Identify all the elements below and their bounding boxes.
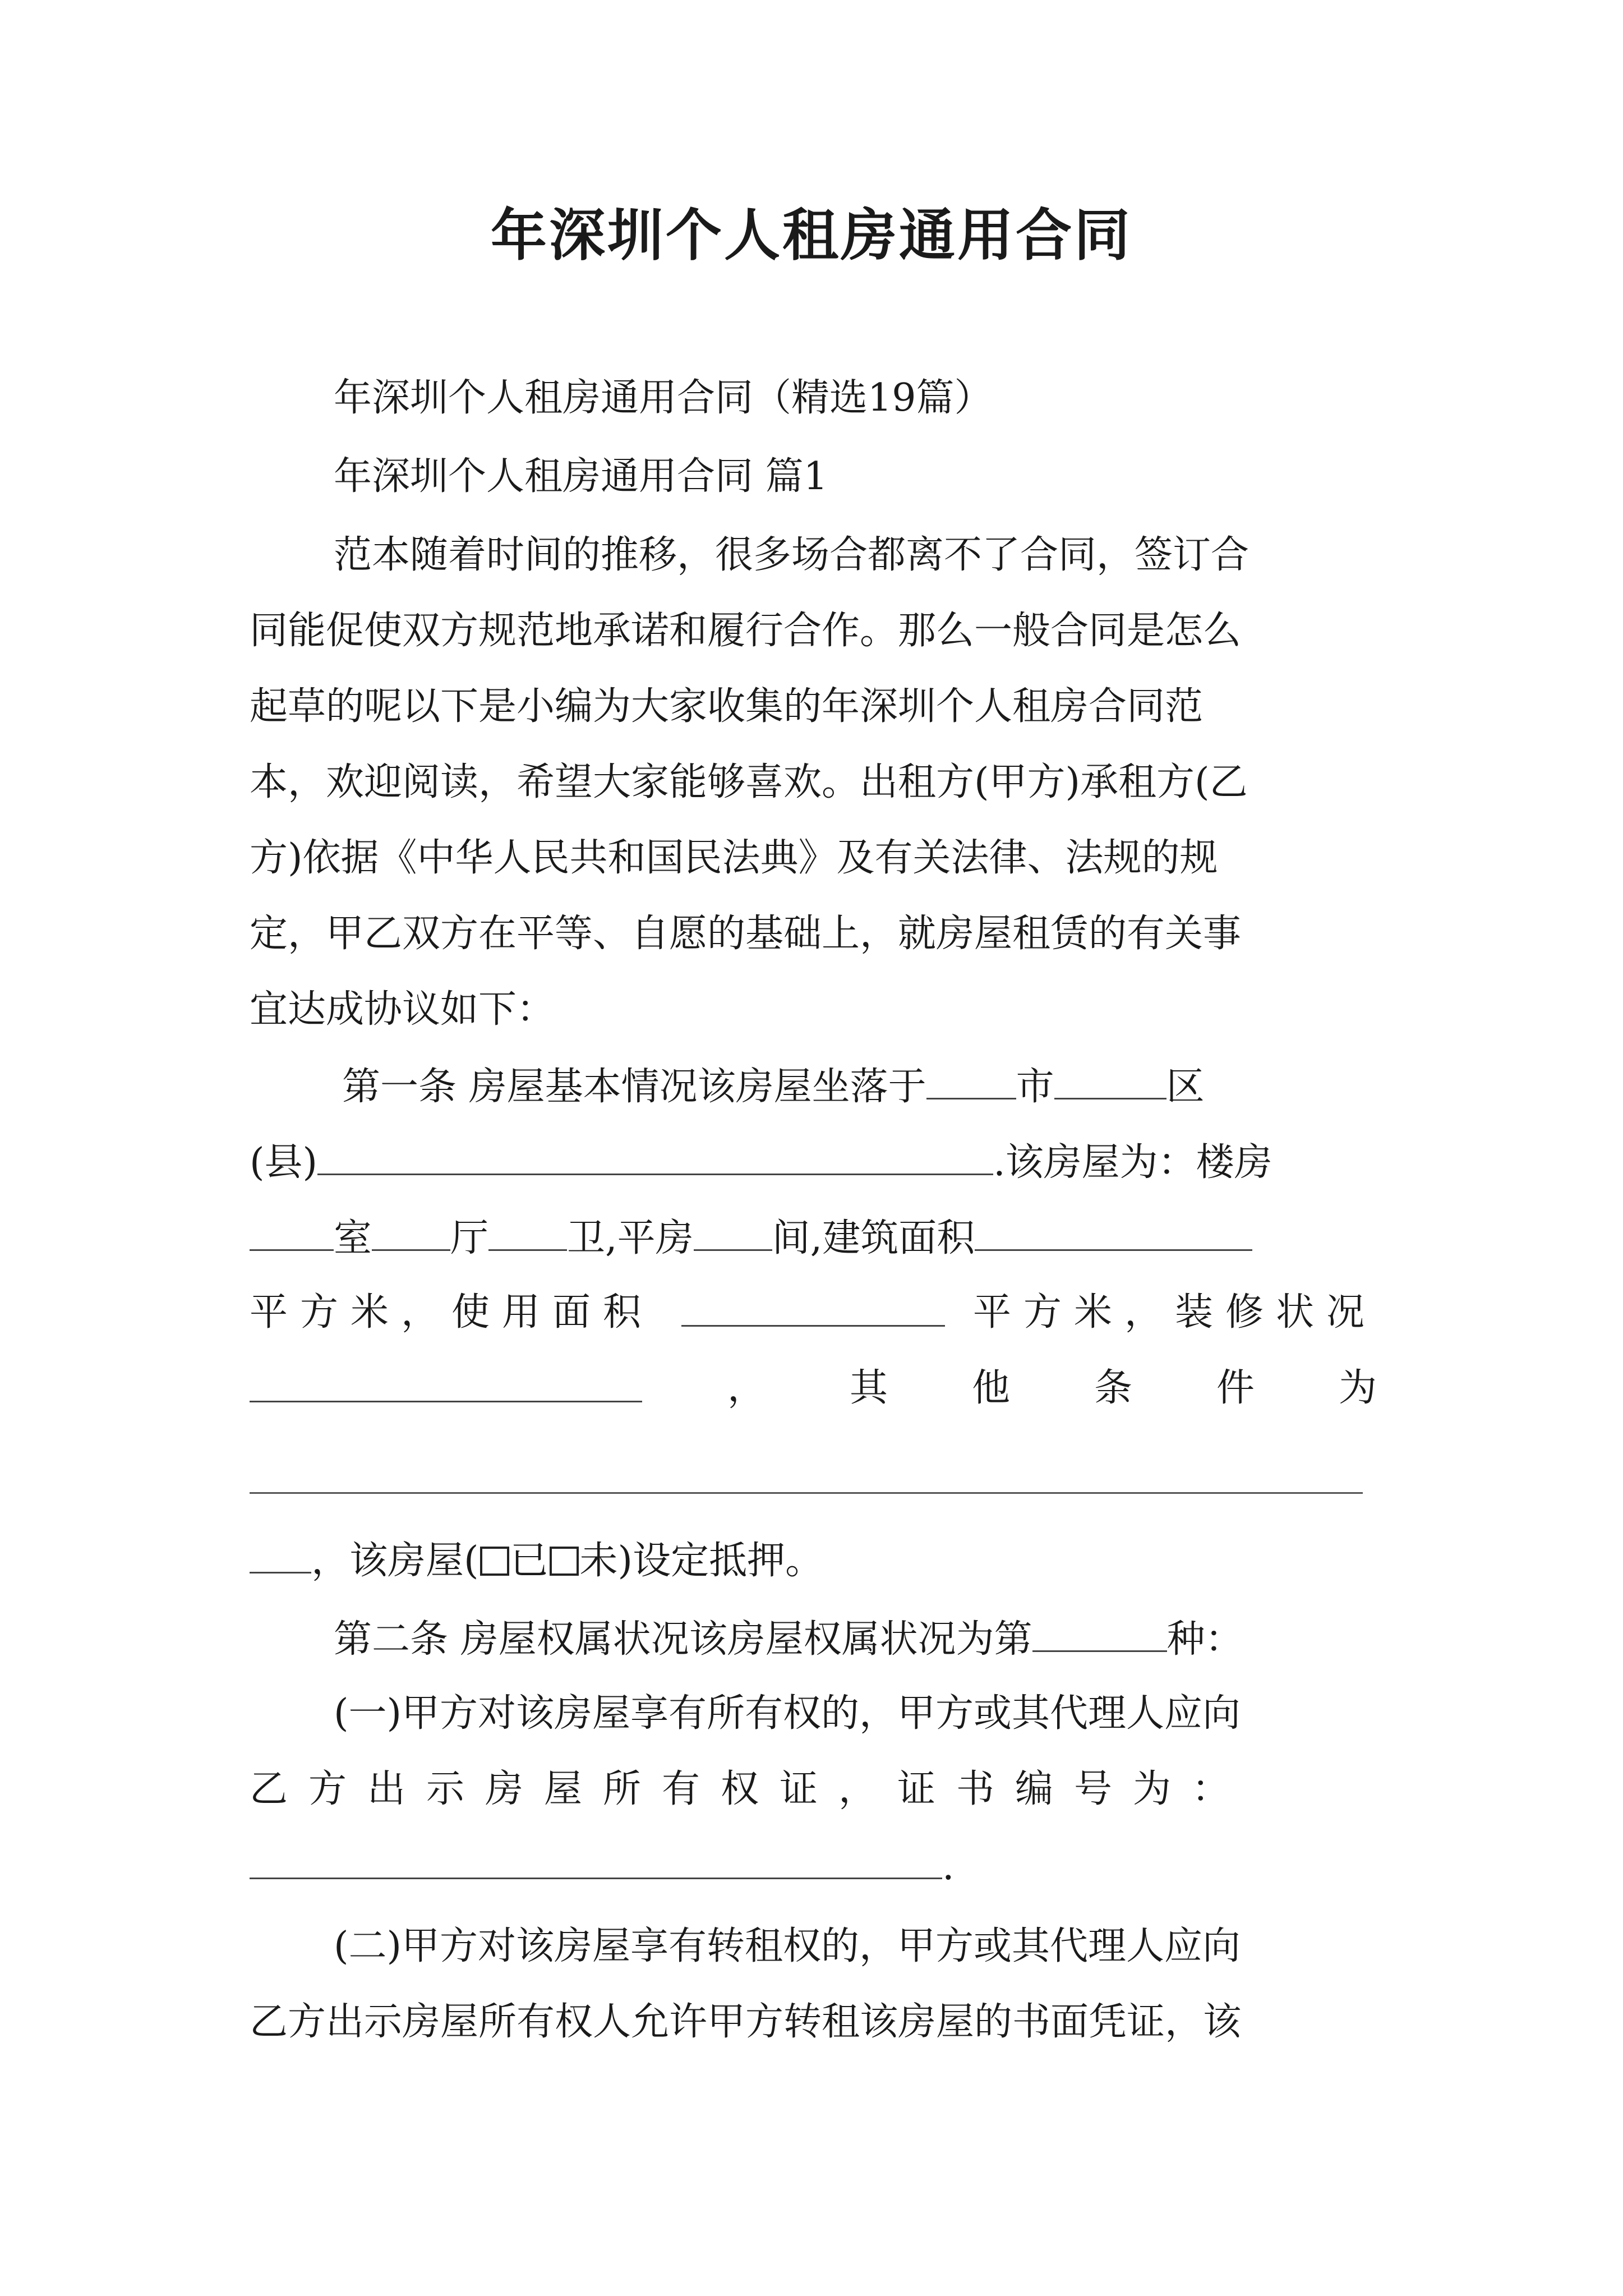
bath-label: 卫,平房 — [567, 1216, 694, 1260]
usable-area-blank — [681, 1285, 945, 1327]
other-conditions-blank-end — [250, 1531, 311, 1573]
article2-p1-line-1: (一)甲方对该房屋享有所有权的，甲方或其代理人应向 — [334, 1691, 1241, 1736]
bungalow-blank — [694, 1209, 772, 1251]
article1-line-2 — [250, 1133, 1377, 1189]
certificate-number-blank — [250, 1837, 942, 1879]
mortgaged-yes-label: 已 — [510, 1539, 548, 1583]
other-conditions-blank — [250, 1492, 1363, 1494]
room-blank — [250, 1209, 334, 1251]
article1-line-4 — [250, 1285, 1377, 1341]
ownership-type-suffix: 种： — [1166, 1617, 1243, 1662]
article1-line-1 — [250, 1057, 1377, 1114]
city-blank — [926, 1057, 1016, 1099]
city-label: 市 — [1016, 1065, 1054, 1109]
house-type-label: .该房屋为：楼房 — [993, 1140, 1272, 1185]
building-area-label: 间,建筑面积 — [772, 1216, 975, 1260]
article2-heading-line — [250, 1610, 1377, 1666]
intro-line-3: 起草的呢以下是小编为大家收集的年深圳个人租房合同范 — [250, 684, 1204, 729]
ownership-type-blank — [1032, 1610, 1167, 1652]
district-blank — [1054, 1057, 1166, 1099]
article2-p2-line-1: (二)甲方对该房屋享有转租权的，甲方或其代理人应向 — [334, 1924, 1241, 1968]
mortgaged-yes-checkbox[interactable] — [480, 1547, 509, 1576]
mortgaged-no-checkbox[interactable] — [550, 1547, 579, 1576]
intro-line-2: 同能促使双方规范地承诺和履行合作。那么一般合同是怎么 — [250, 609, 1242, 653]
room-label: 室 — [334, 1216, 372, 1260]
intro-line-4: 本，欢迎阅读，希望大家能够喜欢。出租方(甲方)承租方(乙 — [250, 760, 1248, 804]
decoration-blank — [250, 1360, 642, 1402]
mortgage-label: ，该房屋( — [311, 1539, 479, 1583]
hall-blank — [372, 1209, 450, 1251]
intro-line-7: 宜达成协议如下： — [250, 987, 555, 1032]
certificate-period: . — [942, 1844, 955, 1889]
mortgaged-no-label: 未)设定抵押。 — [579, 1539, 824, 1583]
bath-blank — [488, 1209, 567, 1251]
intro-line-5: 方)依据《中华人民共和国民法典》及有关法律、法规的规 — [250, 836, 1218, 880]
article1-line-6 — [250, 1531, 1377, 1588]
article1-location-text: 第一条 房屋基本情况该房屋坐落于 — [342, 1065, 926, 1109]
article2-p2-line-2: 乙方出示房屋所有权人允许甲方转租该房屋的书面凭证，该 — [250, 2000, 1242, 2044]
document-title: 年深圳个人租房通用合同 — [491, 203, 1132, 268]
intro-line-1: 范本随着时间的推移，很多场合都离不了合同，签订合 — [334, 533, 1249, 577]
usable-area-label: 平方米，使用面积 — [250, 1290, 654, 1335]
article2-p1-line-3 — [250, 1837, 1377, 1893]
section-heading: 年深圳个人租房通用合同 篇1 — [334, 454, 828, 499]
building-area-blank — [975, 1209, 1252, 1251]
other-conditions-label: ，其他条件为 — [727, 1366, 1461, 1410]
decoration-label: 平方米，装修状况 — [972, 1290, 1377, 1335]
article1-line-5 — [250, 1360, 1461, 1416]
intro-line-6: 定，甲乙双方在平等、自愿的基础上，就房屋租赁的有关事 — [250, 912, 1242, 956]
hall-label: 厅 — [450, 1216, 489, 1260]
article1-line-3 — [250, 1209, 1377, 1265]
article2-heading: 第二条 房屋权属状况该房屋权属状况为第 — [334, 1617, 1032, 1662]
district-label: 区 — [1166, 1065, 1205, 1109]
address-blank — [317, 1133, 993, 1175]
county-label: (县) — [250, 1140, 318, 1185]
subtitle: 年深圳个人租房通用合同（精选19篇） — [334, 376, 993, 420]
article2-p1-line-2: 乙方出示房屋所有权证，证书编号为： — [250, 1767, 1251, 1811]
